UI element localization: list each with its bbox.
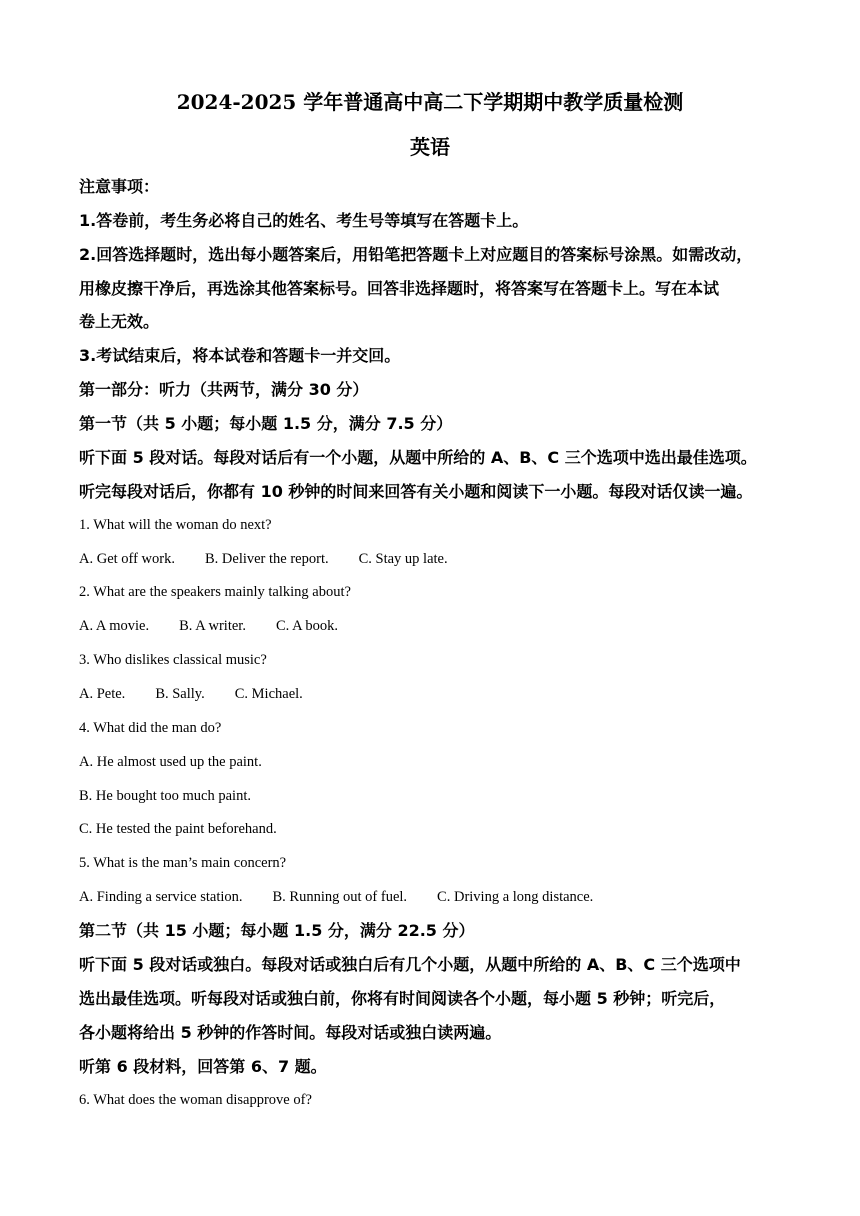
option-c: C. Stay up late. <box>358 551 448 567</box>
question-3-stem: 3. Who dislikes classical music? <box>79 652 267 668</box>
question-4-option-a: A. He almost used up the paint. <box>79 754 262 770</box>
notice-item-1: 1.答卷前，考生务必将自己的姓名、考生号等填写在答题卡上。 <box>79 211 529 230</box>
option-a: A. Finding a service station. <box>79 889 243 905</box>
section2-instruction-line-3: 各小题将给出 5 秒钟的作答时间。每段对话或独白读两遍。 <box>79 1023 502 1042</box>
section2-instruction-line-2: 选出最佳选项。听每段对话或独白前，你将有时间阅读各个小题，每小题 5 秒钟；听完后， <box>79 989 726 1008</box>
section1-instruction-line-2: 听完每段对话后，你都有 10 秒钟的时间来回答有关小题和阅读下一小题。每段对话仅读一遍。 <box>79 482 753 501</box>
option-b: B. Deliver the report. <box>204 551 329 567</box>
question-1-stem: 1. What will the woman do next? <box>79 517 272 533</box>
part1-heading: 第一部分：听力（共两节，满分 30 分） <box>79 380 369 399</box>
option-c: C. Driving a long distance. <box>437 889 594 905</box>
option-a: A. Pete. <box>79 686 126 702</box>
notice-item-2-line-2: 用橡皮擦干净后，再选涂其他答案标号。回答非选择题时，将答案写在答题卡上。写在本试 <box>79 279 720 298</box>
option-b: B. Sally. <box>155 686 205 702</box>
question-2-stem: 2. What are the speakers mainly talking about? <box>79 584 351 600</box>
question-3-options <box>79 685 303 703</box>
question-4-stem: 4. What did the man do? <box>79 720 222 736</box>
section1-instruction-line-1: 听下面 5 段对话。每段对话后有一个小题，从题中所给的 A、B、C 三个选项中选出最佳选项。 <box>79 448 757 467</box>
option-c: C. Michael. <box>234 686 303 702</box>
material-6-heading: 听第 6 段材料，回答第 6、7 题。 <box>79 1057 327 1076</box>
option-c: C. A book. <box>275 618 339 634</box>
option-a: A. Get off work. <box>79 551 175 567</box>
option-a: A. A movie. <box>79 618 150 634</box>
notice-heading: 注意事项： <box>79 177 160 196</box>
section2-heading: 第二节（共 15 小题；每小题 1.5 分，满分 22.5 分） <box>79 921 475 940</box>
question-2-options <box>79 617 338 635</box>
question-6-stem: 6. What does the woman disapprove of? <box>79 1092 312 1108</box>
question-4-option-c: C. He tested the paint beforehand. <box>79 821 277 837</box>
question-1-options <box>79 550 448 568</box>
question-5-stem: 5. What is the man’s main concern? <box>79 855 287 871</box>
exam-title: 2024-2025 学年普通高中高二下学期期中教学质量检测 <box>176 90 684 114</box>
section2-instruction-line-1: 听下面 5 段对话或独白。每段对话或独白后有几个小题，从题中所给的 A、B、C 三个选项中 <box>79 955 741 974</box>
subject-title: 英语 <box>410 135 450 159</box>
notice-item-3: 3.考试结束后，将本试卷和答题卡一并交回。 <box>79 346 401 365</box>
notice-item-2-line-3: 卷上无效。 <box>79 312 160 331</box>
section1-heading: 第一节（共 5 小题；每小题 1.5 分，满分 7.5 分） <box>79 414 453 433</box>
notice-item-2-line-1: 2.回答选择题时，选出每小题答案后，用铅笔把答题卡上对应题目的答案标号涂黑。如需改动， <box>79 245 753 264</box>
question-5-options <box>79 888 593 906</box>
question-4-option-b: B. He bought too much paint. <box>79 788 251 804</box>
option-b: B. Running out of fuel. <box>272 889 408 905</box>
option-b: B. A writer. <box>179 618 246 634</box>
